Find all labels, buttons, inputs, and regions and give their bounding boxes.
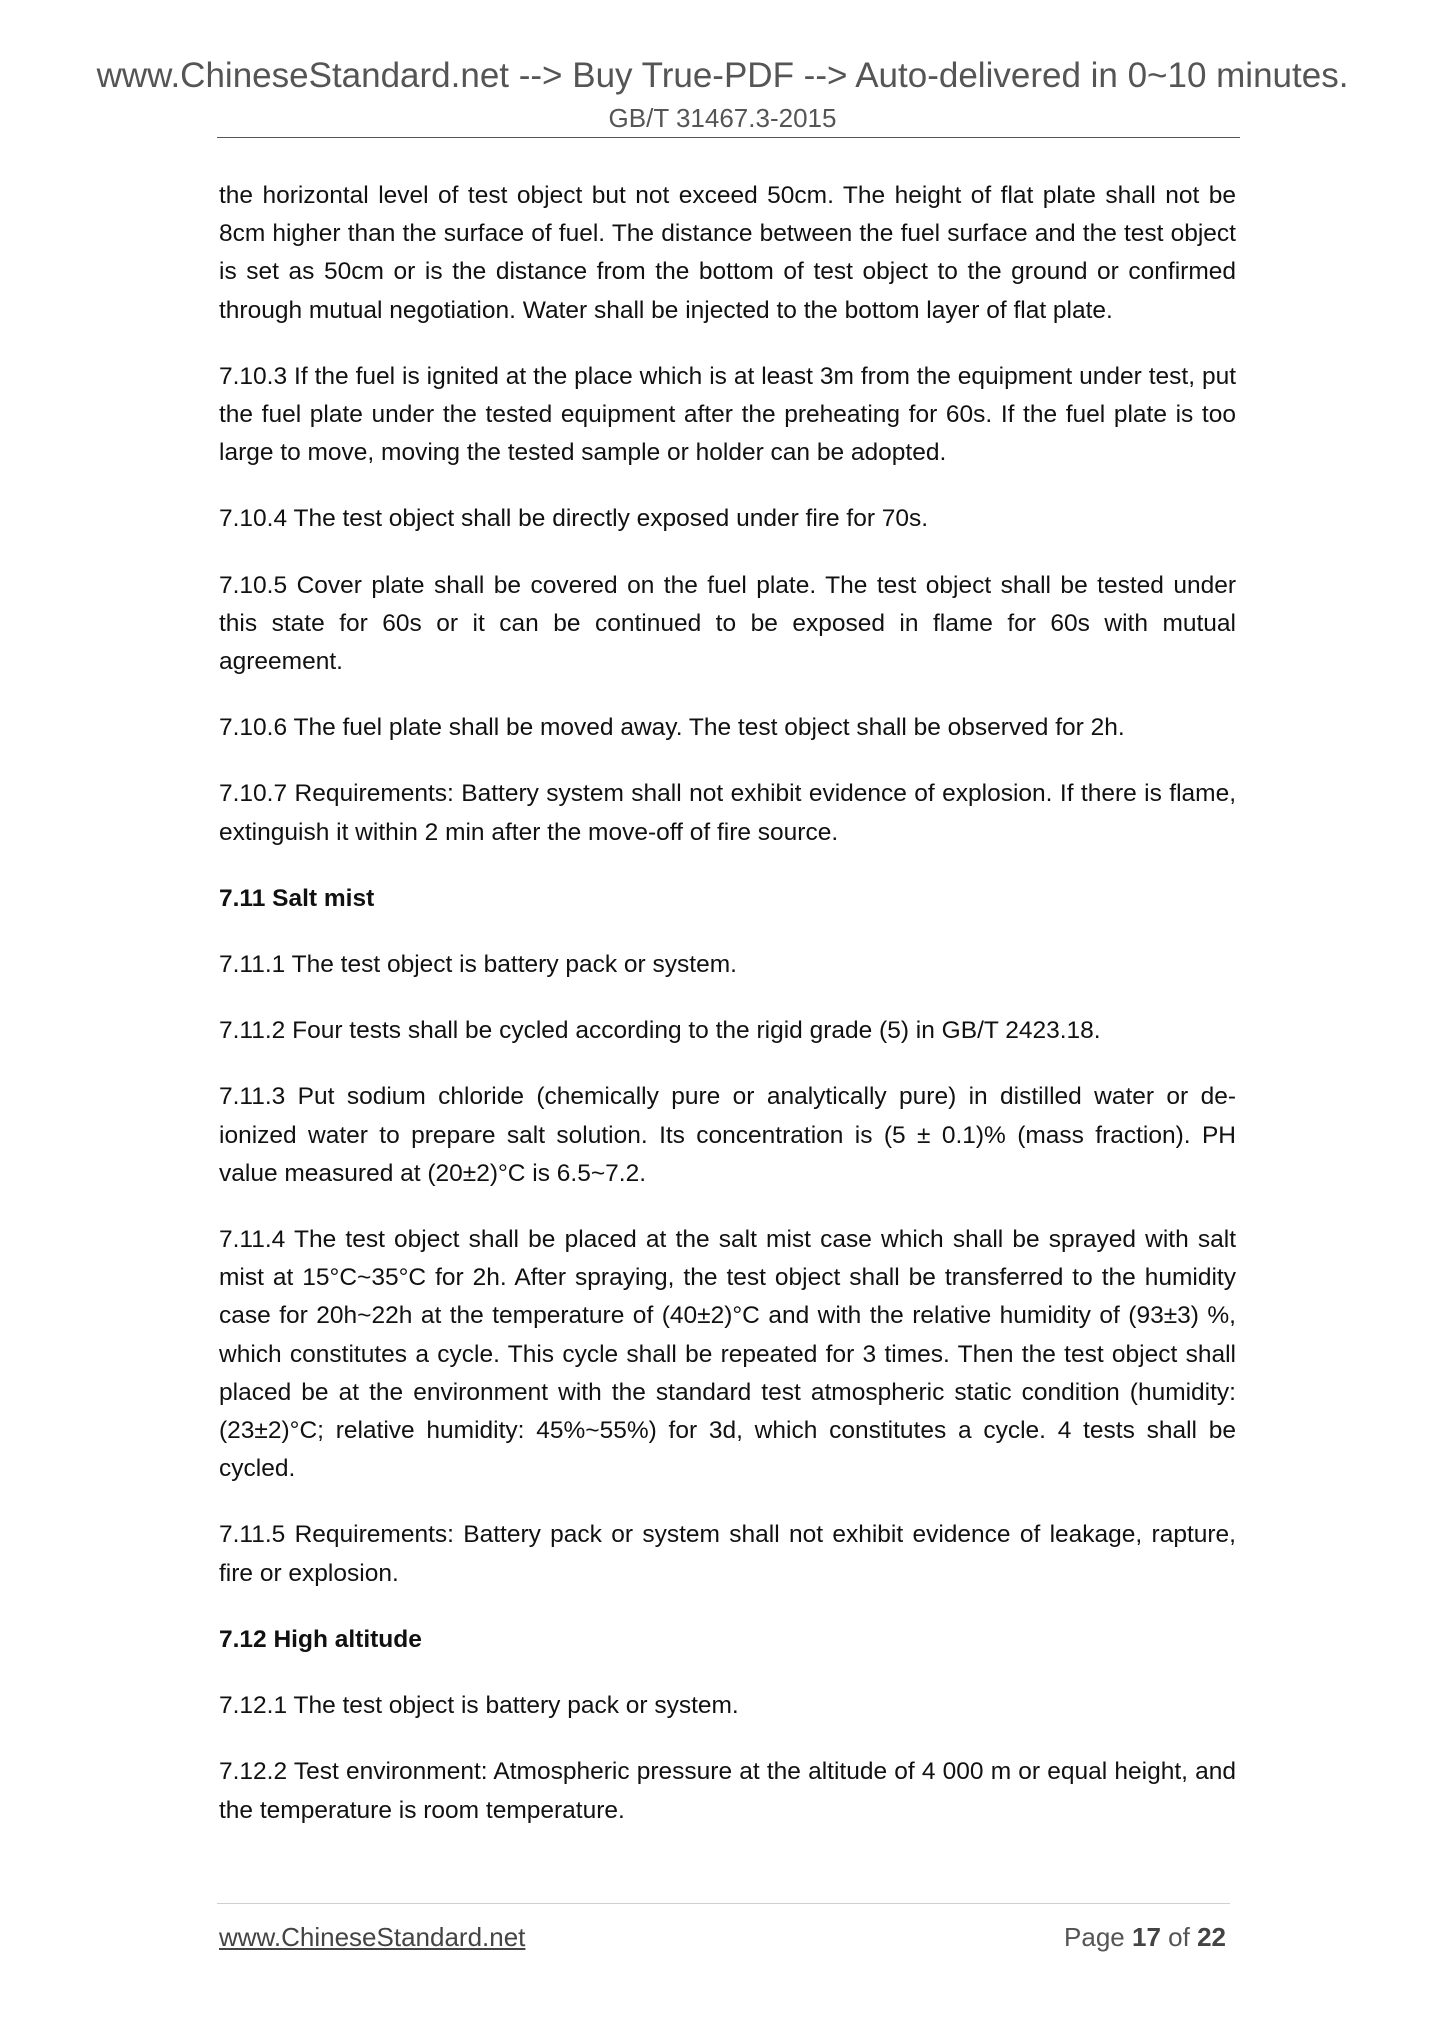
clause-7-11-1: 7.11.1 The test object is battery pack or system.: [219, 951, 737, 979]
clause-7-11-4: 7.11.4 The test object shall be placed at the salt mist case which shall be sprayed with salt mist at 15°C~35°C for 2h. After spraying, the test object shall be transferred to the humidity case for 20h~22h at the temperature of (40±2)°C and with the relative humidity of (93±3) %, which constitutes a cycle. This cycle shall be repeated for 3 times. Then the test object shall placed be at the environment with the standard test atmospheric static condition (humidity: (23±2)°C; relative humidity: 45%~55%) for 3d, which constitutes a cycle. 4 tests shall be cycled.: [219, 1226, 1236, 1483]
page-total: 22: [1197, 1922, 1226, 1952]
clause-7-10-7: 7.10.7 Requirements: Battery system shall not exhibit evidence of explosion. If there is flame, extinguish it within 2 min after the move-off of fire source.: [219, 780, 1236, 846]
section-heading-7-12: 7.12 High altitude: [219, 1625, 422, 1653]
standard-code: GB/T 31467.3-2015: [608, 103, 837, 133]
page-of: of: [1168, 1922, 1190, 1952]
clause-7-11-3: 7.11.3 Put sodium chloride (chemically pure or analytically pure) in distilled water or de-ionized water to prepare salt solution. Its concentration is (5 ± 0.1)% (mass fraction). PH value measured at (20±2)°C is 6.5~7.2.: [219, 1083, 1236, 1187]
paragraph-continuation: the horizontal level of test object but not exceed 50cm. The height of flat plate shall not be 8cm higher than the surface of fuel. The distance between the fuel surface and the test object is set as 50cm or is the distance from the bottom of test object to the ground or confirmed through mutual negotiation. Water shall be injected to the bottom layer of flat plate.: [219, 182, 1236, 324]
page-word: Page: [1064, 1922, 1125, 1952]
clause-7-10-3: 7.10.3 If the fuel is ignited at the place which is at least 3m from the equipment under test, put the fuel plate under the tested equipment after the preheating for 60s. If the fuel plate is too large to move, moving the tested sample or holder can be adopted.: [219, 362, 1236, 467]
header-banner: www.ChineseStandard.net --> Buy True-PDF --> Auto-delivered in 0~10 minutes.: [96, 56, 1349, 95]
page-indicator: [1064, 1922, 1226, 1953]
footer-website-link[interactable]: www.ChineseStandard.net: [219, 1922, 526, 1952]
section-heading-7-11: 7.11 Salt mist: [219, 884, 375, 912]
clause-7-11-5: 7.11.5 Requirements: Battery pack or system shall not exhibit evidence of leakage, rapture, fire or explosion.: [219, 1521, 1236, 1587]
footer-divider: [217, 1903, 1230, 1904]
clause-7-11-2: 7.11.2 Four tests shall be cycled according to the rigid grade (5) in GB/T 2423.18.: [219, 1017, 1101, 1045]
document-body: [219, 177, 1236, 1858]
page-current: 17: [1132, 1922, 1161, 1952]
clause-7-10-4: 7.10.4 The test object shall be directly exposed under fire for 70s.: [219, 505, 929, 533]
clause-7-10-5: 7.10.5 Cover plate shall be covered on the fuel plate. The test object shall be tested under this state for 60s or it can be continued to be exposed in flame for 60s with mutual agreement.: [219, 571, 1236, 676]
clause-7-12-1: 7.12.1 The test object is battery pack or system.: [219, 1692, 739, 1720]
clause-7-10-6: 7.10.6 The fuel plate shall be moved away. The test object shall be observed for 2h.: [219, 714, 1125, 742]
header-divider: [217, 137, 1240, 138]
clause-7-12-2: 7.12.2 Test environment: Atmospheric pressure at the altitude of 4 000 m or equal height, and the temperature is room temperature.: [219, 1758, 1236, 1824]
